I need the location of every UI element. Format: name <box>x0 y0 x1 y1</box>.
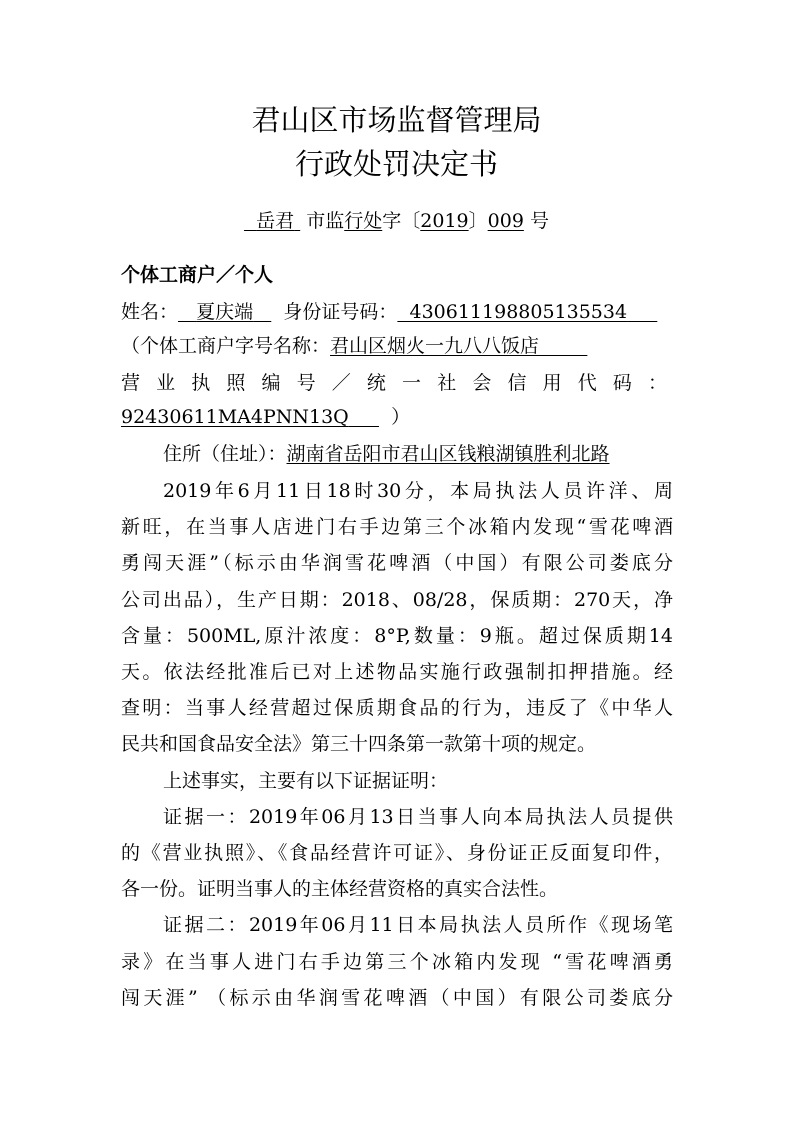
license-label: 营业执照编号／统一社会信用代码： <box>121 372 673 394</box>
doc-num: 009 <box>487 210 524 232</box>
license-number: 92430611MA4PNN13Q <box>121 406 349 428</box>
body-line: 新旺，在当事人店进门右手边第三个冰箱内发现“雪花啤酒 <box>121 516 673 538</box>
body-line: 各一份。证明当事人的主体经营资格的真实合法性。 <box>121 878 559 900</box>
doc-mid: 市监 <box>300 210 345 232</box>
body-line: 含量：500ML,原汁浓度：8°P,数量：9瓶。超过保质期14 <box>121 625 673 647</box>
body-line: 的《营业执照》、《食品经营许可证》、身份证正反面复印件， <box>121 842 673 864</box>
address-label: 住所（住址）： <box>163 443 287 465</box>
shop-name: 君山区烟火一九八八饭店 <box>330 335 540 357</box>
doc-year: 2019 <box>420 210 469 232</box>
license-close: ） <box>391 406 411 428</box>
shop-name-row <box>121 331 673 361</box>
document-number <box>0 206 793 236</box>
doc-suffix: 号 <box>523 210 549 232</box>
body-line: 民共和国食品安全法》第三十四条第一款第十项的规定。 <box>121 733 597 755</box>
party-section-title: 个体工商户／个人 <box>121 264 274 286</box>
doc-code-a: 行处 <box>344 210 383 232</box>
id-label: 身份证号码： <box>283 301 398 323</box>
doc-bracket: 〕 <box>468 210 488 232</box>
body-line: 公司出品），生产日期：2018、08/28，保质期：270天，净 <box>121 589 673 611</box>
body-line: 录》在当事人进门右手边第三个冰箱内发现 “雪花啤酒勇 <box>121 951 673 973</box>
body-line: 证据二：2019年06月11日本局执法人员所作《现场笔 <box>163 914 673 936</box>
body-line: 2019年6月11日18时30分，本局执法人员许洋、周 <box>163 480 673 502</box>
doc-prefix: 岳君 <box>256 210 295 232</box>
name-label: 姓名： <box>121 301 179 323</box>
party-name-row <box>121 297 673 327</box>
body-line: 天。依法经批准后已对上述物品实施行政强制扣押措施。经 <box>121 661 673 683</box>
agency-title: 君山区市场监督管理局 <box>251 103 542 137</box>
body-line: 上述事实，主要有以下证据证明： <box>163 770 449 792</box>
address-value: 湖南省岳阳市君山区钱粮湖镇胜利北路 <box>286 443 610 465</box>
body-line: 闯天涯” （标示由华润雪花啤酒（中国）有限公司娄底分 <box>121 987 673 1009</box>
shop-label: （个体工商户字号名称： <box>121 335 331 357</box>
address-row <box>121 439 673 469</box>
party-name: 夏庆端 <box>196 301 254 323</box>
body-line: 查明：当事人经营超过保质期食品的行为，违反了《中华人 <box>121 697 673 719</box>
license-row <box>121 402 673 432</box>
id-number: 430611198805135534 <box>409 301 628 323</box>
doc-code-b: 字〔 <box>382 210 421 232</box>
document-title: 行政处罚决定书 <box>294 147 498 181</box>
body-line: 勇闯天涯”（标示由华润雪花啤酒（中国）有限公司娄底分 <box>121 552 673 574</box>
body-line: 证据一：2019年06月13日当事人向本局执法人员提供 <box>163 806 673 828</box>
